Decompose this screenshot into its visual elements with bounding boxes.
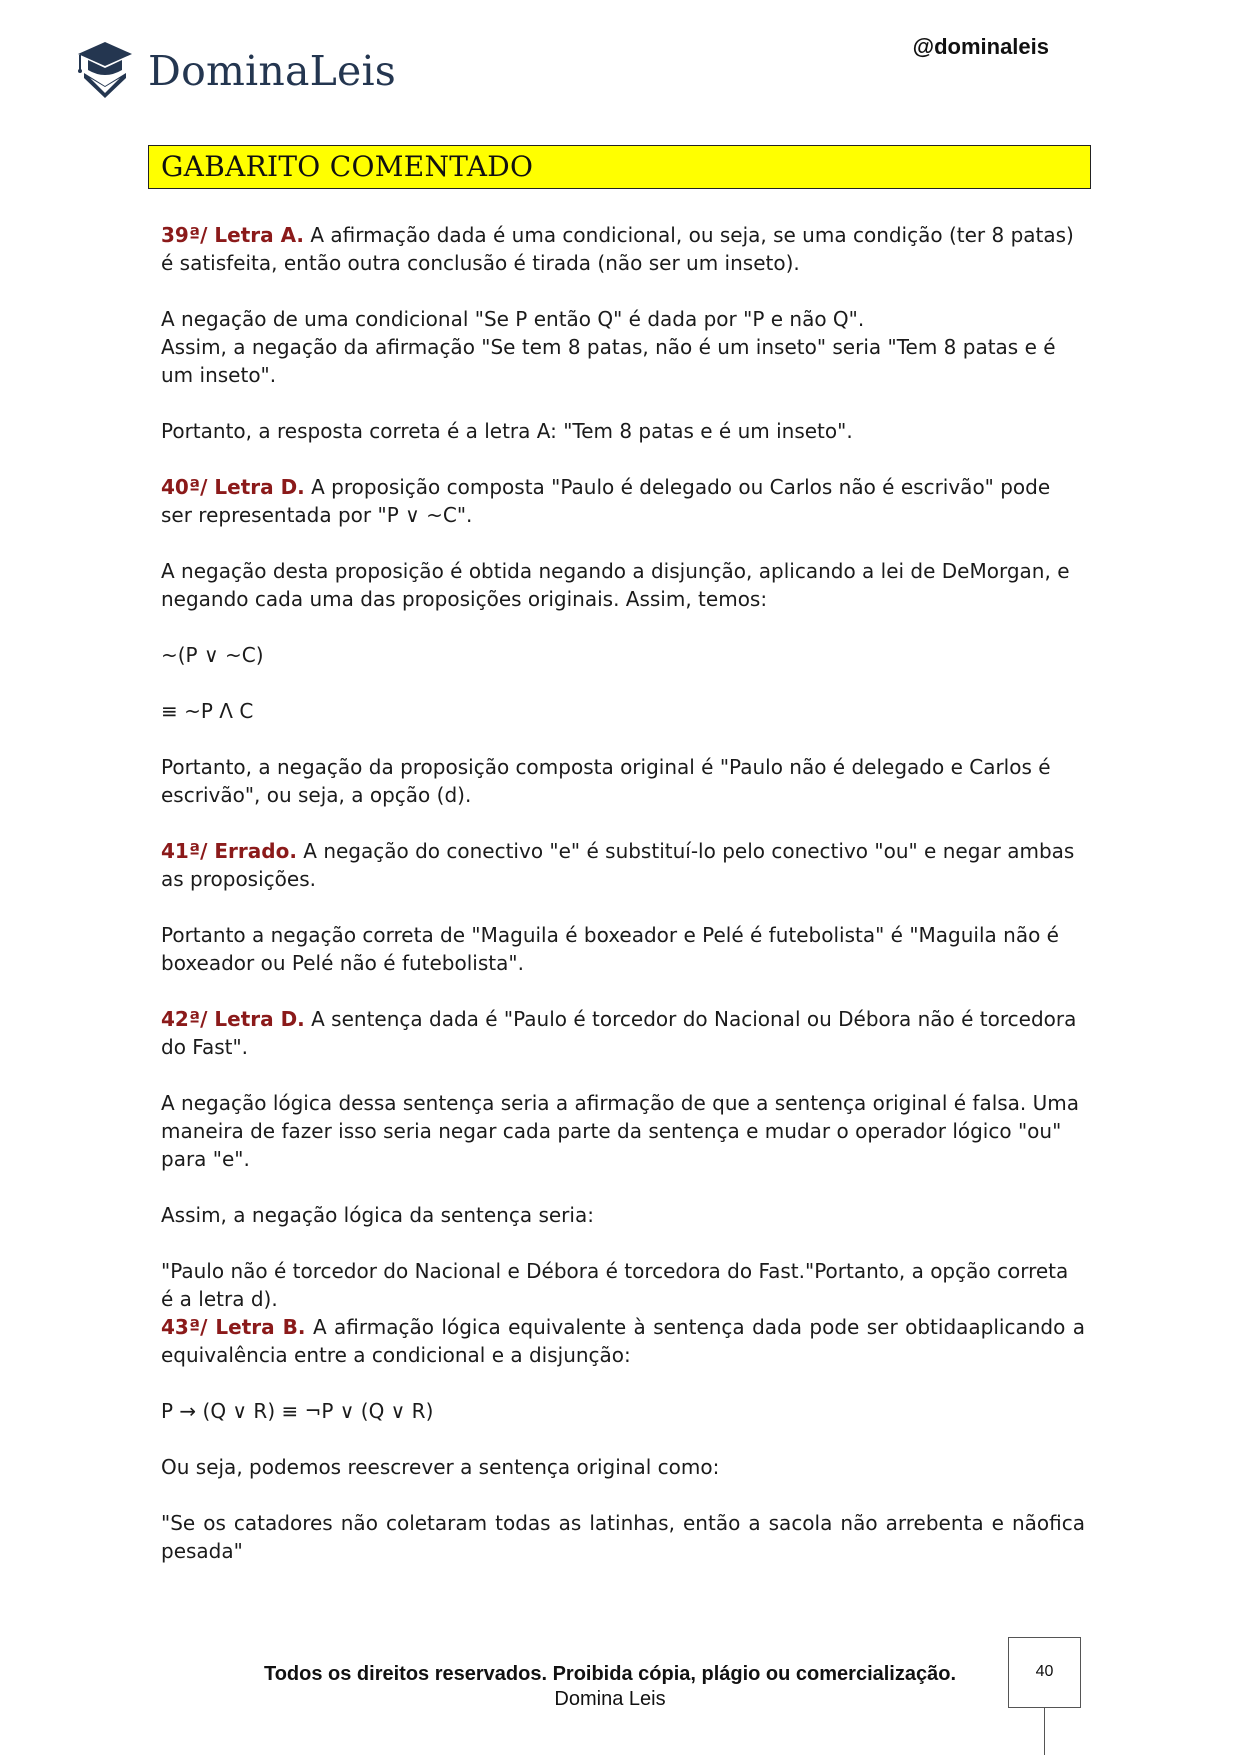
page-number: 40 [1008,1637,1081,1708]
brand-logo [76,40,396,102]
graduation-cap-shield-icon [76,40,134,102]
page-number-line [1044,1708,1045,1755]
answer-42-label: 42ª/ Letra D. [161,1007,305,1031]
answer-40-para-2: A negação desta proposição é obtida negando a disjunção, aplicando a lei de DeMorgan, e negando cada uma das proposições originais. Assim, temos: [161,559,1070,611]
copyright-notice: Todos os direitos reservados. Proibida cópia, plágio ou comercialização. [263,1663,957,1685]
answer-39-line-b: Assim, a negação da afirmação "Se tem 8 patas, não é um inseto" seria "Tem 8 patas e é um inseto". [161,335,1056,387]
answer-42-conclusion: "Paulo não é torcedor do Nacional e Débora é torcedora do Fast."Portanto, a opção correta é a letra d). [161,1259,1069,1311]
answer-39-line-a: A negação de uma condicional "Se P então Q" é dada por "P e não Q". [161,307,865,331]
brand-name: DominaLeis [148,47,397,95]
answer-43-para-2: Ou seja, podemos reescrever a sentença original como: [161,1455,720,1479]
answer-40-text: A proposição composta "Paulo é delegado ou Carlos não é escrivão" pode ser representada por "P ∨ ~C". [161,475,1051,527]
answer-43-formula: P → (Q ∨ R) ≡ ¬P ∨ (Q ∨ R) [161,1399,434,1423]
answer-40-intro [161,473,1085,529]
social-handle: @dominaleis [912,34,1049,59]
answer-43-text: A afirmação lógica equivalente à sentença dada pode ser obtidaaplicando a equivalência entre a condicional e a disjunção: [161,1315,1085,1367]
footer-brand: Domina Leis [554,1688,666,1710]
answer-content [161,221,1085,1593]
answer-39-text: A afirmação dada é uma condicional, ou seja, se uma condição (ter 8 patas) é satisfeita, então outra conclusão é tirada (não ser um inseto). [161,223,1074,275]
answer-41-text: A negação do conectivo "e" é substituí-lo pelo conectivo "ou" e negar ambas as proposições. [161,839,1075,891]
answer-43-label: 43ª/ Letra B. [161,1315,306,1339]
answer-41-intro [161,837,1085,893]
answer-39-intro [161,221,1085,277]
section-banner: GABARITO COMENTADO [148,145,1091,189]
answer-42-intro [161,1005,1085,1061]
answer-40-formula-2: ≡ ~P Λ C [161,699,254,723]
answer-41-label: 41ª/ Errado. [161,839,297,863]
answer-40-formula-1: ~(P ∨ ~C) [161,643,264,667]
page-footer [240,1663,980,1711]
answer-41-conclusion: Portanto a negação correta de "Maguila é boxeador e Pelé é futebolista" é "Maguila não é boxeador ou Pelé não é futebolista". [161,923,1059,975]
answer-40-conclusion: Portanto, a negação da proposição composta original é "Paulo não é delegado e Carlos é escrivão", ou seja, a opção (d). [161,755,1051,807]
answer-42-text: A sentença dada é "Paulo é torcedor do Nacional ou Débora não é torcedora do Fast". [161,1007,1077,1059]
answer-43-intro [161,1313,1085,1369]
answer-39-conclusion: Portanto, a resposta correta é a letra A: "Tem 8 patas e é um inseto". [161,419,853,443]
answer-40-label: 40ª/ Letra D. [161,475,305,499]
answer-39-para-2 [161,305,1085,389]
answer-43-conclusion: "Se os catadores não coletaram todas as latinhas, então a sacola não arrebenta e nãofica pesada" [161,1511,1085,1563]
answer-42-para-3: Assim, a negação lógica da sentença seria: [161,1203,594,1227]
answer-42-para-2: A negação lógica dessa sentença seria a afirmação de que a sentença original é falsa. Uma maneira de fazer isso seria negar cada parte da sentença e mudar o operador lógico "ou" para "e". [161,1091,1080,1171]
answer-39-label: 39ª/ Letra A. [161,223,305,247]
